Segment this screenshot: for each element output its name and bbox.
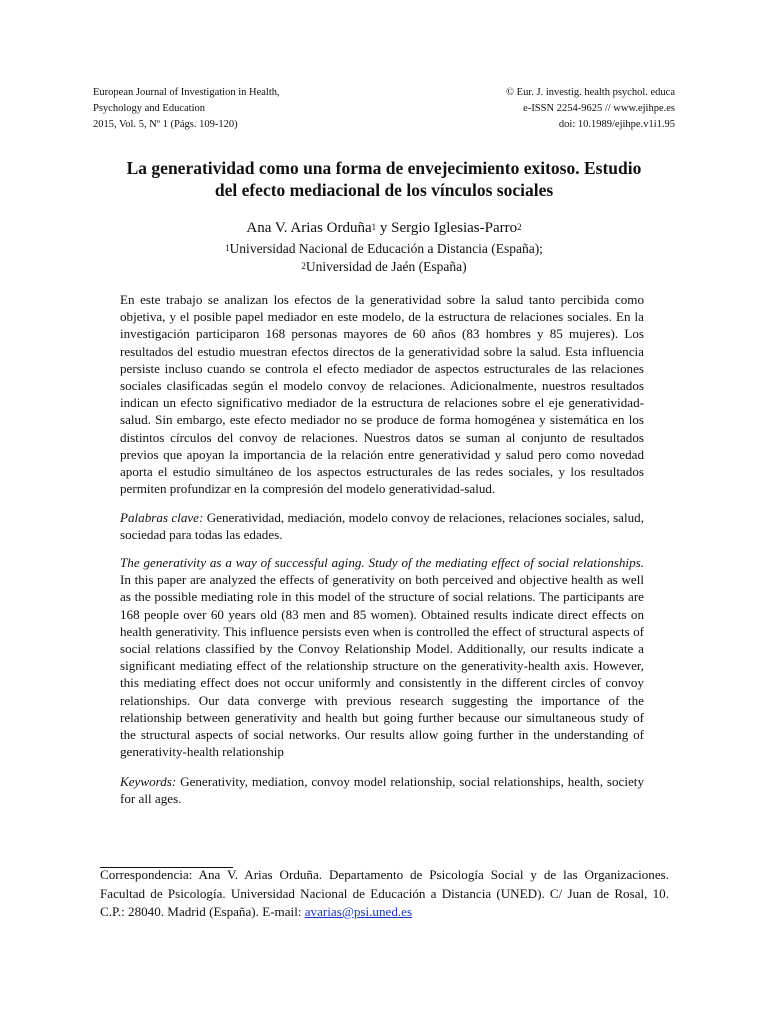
author-1-affil-mark: 1 [371, 222, 377, 232]
copyright-line: © Eur. J. investig. health psychol. educa [506, 87, 675, 98]
affiliation-1 [0, 240, 768, 258]
author-2-affil-mark: 2 [517, 222, 522, 232]
keywords-english-text: Generativity, mediation, convoy model relationship, social relationships, health, society for all ages. [120, 774, 644, 807]
abstract-english [120, 554, 644, 760]
journal-name-line-1: European Journal of Investigation in Health, [93, 87, 280, 98]
author-1: Ana V. Arias Orduña [246, 220, 372, 236]
paper-title-line-1: La generatividad como una forma de envejecimiento exitoso. Estudio [126, 158, 642, 178]
journal-info [93, 85, 280, 133]
author-connector: y Sergio Iglesias-Parro [376, 220, 518, 236]
affiliation-1-mark: 1 [225, 243, 230, 253]
email-link[interactable]: avarias@psi.uned.es [304, 904, 413, 919]
affiliation-2 [0, 258, 768, 276]
affiliation-2-mark: 2 [301, 261, 306, 271]
journal-volume: 2015, Vol. 5, Nº 1 (Págs. 109-120) [93, 119, 238, 130]
journal-identifiers [506, 85, 675, 133]
doi-line: doi: 10.1989/ejihpe.v1i1.95 [558, 119, 675, 130]
keywords-english [120, 773, 644, 807]
paper-title-line-2: del efecto mediacional de los vínculos sociales [214, 180, 554, 200]
keywords-spanish-label: Palabras clave: [120, 510, 204, 525]
keywords-english-label: Keywords: [120, 774, 177, 789]
issn-line: e-ISSN 2254-9625 // www.ejihpe.es [523, 103, 675, 114]
affiliation-1-text: Universidad Nacional de Educación a Distancia (España); [229, 241, 543, 256]
keywords-spanish-text: Generatividad, mediación, modelo convoy de relaciones, relaciones sociales, salud, sociedad para todas las edades. [120, 510, 644, 543]
paper-title [60, 157, 708, 201]
correspondence-text: Correspondencia: Ana V. Arias Orduña. Departamento de Psicología Social y de las Organizaciones. Facultad de Psicología. Universidad Nacional de Educación a Distancia (UNED). C/ Juan de Rosal, 10. C.P.: 28040. Madrid (España). E-mail: [100, 867, 669, 919]
journal-name-line-2: Psychology and Education [93, 103, 205, 114]
correspondence-footnote [100, 866, 669, 922]
abstract-english-text: In this paper are analyzed the effects of generativity on both perceived and objective health as well as the possible mediating role in this model of the structure of social relations. The participants are 168 people over 60 years old (83 men and 85 women). Obtained results indicate direct effects on health generativity. This influence persists even when is controlled the effect of structural aspects of social relations classified by the Convoy Relationship Model. Additionally, our results indicate a significant mediating effect of the relationship structure on the generativity-health axis. However, this mediating effect does not occur uniformly and consistently in the different circles of convoy relationships. Our data converge with previous research suggesting the importance of the relationship between generativity and health but going further because our simultaneous study of the structural aspects of social networks. Our results allow going further in the understanding of generativity-health relationship [120, 572, 644, 760]
keywords-spanish [120, 509, 644, 543]
authors [0, 218, 768, 238]
abstract-spanish: En este trabajo se analizan los efectos de la generatividad sobre la salud tanto percibida como objetiva, y el posible papel mediador en este modelo, de la estructura de relaciones sociales. En la investigación participaron 168 personas mayores de 60 años (83 hombres y 85 mujeres). Los resultados del estudio muestran efectos directos de la generatividad sobre la salud. Esta influencia persiste incluso cuando se controla el efecto mediador de aspectos estructurales de las relaciones sociales clasificadas según el modelo convoy de relaciones. Adicionalmente, nuestros resultados indican un efecto significativo mediador de la estructura de relaciones sobre el eje generatividad-salud. Sin embargo, este efecto mediador no se produce de forma homogénea y sistemática en los distintos círculos del convoy de relaciones. Nuestros datos se suman al conjunto de resultados previos que apoyan la importancia de la relación entre generatividad y salud pero como novedad aporta el estudio simultáneo de los aspectos estructurales de las redes sociales, y los resultados permiten profundizar en la compresión del modelo generatividad-salud. [120, 292, 644, 497]
affiliation-2-text: Universidad de Jaén (España) [305, 259, 467, 274]
abstract-english-title: The generativity as a way of successful aging. Study of the mediating effect of social relationships. [120, 555, 644, 570]
